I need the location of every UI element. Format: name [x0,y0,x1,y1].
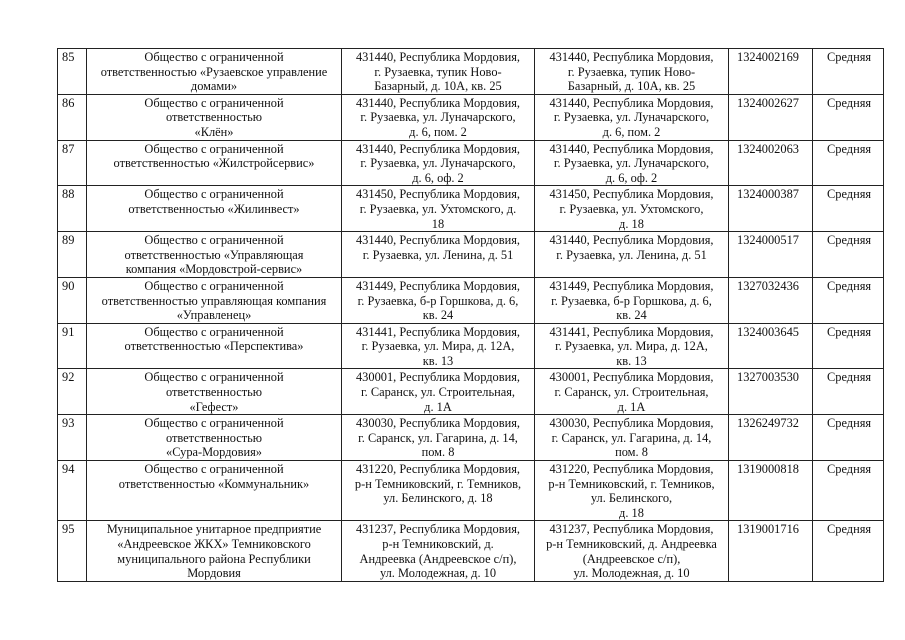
legal-address-cell-line: г. Саранск, ул. Гагарина, д. 14, [358,430,518,445]
legal-address-cell-line: г. Рузаевка, ул. Луначарского, [360,156,516,171]
actual-address-cell [535,323,729,369]
organization-name-cell-line: ответственностью «Жилстройсервис» [113,156,315,171]
organization-name-cell [87,94,342,140]
organization-name-cell-line: ответственностью «Управляющая [124,247,304,262]
inn-cell: 1324000517 [729,232,813,278]
row-number-cell: 93 [58,415,87,461]
legal-address-cell-line: Базарный, д. 10А, кв. 25 [374,79,502,94]
legal-address-cell-line: г. Рузаевка, ул. Ухтомского, д. [359,201,517,216]
organization-name-cell-line: ответственностью «Перспектива» [124,339,304,354]
row-number-cell: 92 [58,369,87,415]
organization-name-cell [87,323,342,369]
actual-address-cell-line: г. Рузаевка, б-р Горшкова, д. 6, [551,293,712,308]
legal-address-cell-line: кв. 13 [422,353,454,368]
legal-address-cell-line: 431441, Республика Мордовия, [355,324,521,339]
inn-cell: 1324002627 [729,94,813,140]
risk-category-cell: Средняя [813,461,884,521]
risk-category-cell: Средняя [813,94,884,140]
organization-name-cell [87,461,342,521]
legal-address-cell-line: ул. Белинского, д. 18 [383,491,493,506]
legal-address-cell-line: д. 6, оф. 2 [412,170,464,185]
actual-address-cell [535,415,729,461]
table-body [58,49,884,582]
organization-name-cell-line: Общество с ограниченной [144,416,284,431]
legal-address-cell-line: 431450, Республика Мордовия, [355,187,521,202]
legal-address-cell-line: р-н Темниковский, г. Темников, [354,476,522,491]
actual-address-cell-line: 431440, Республика Мордовия, [549,50,714,64]
table-row [58,186,884,232]
actual-address-cell [535,140,729,186]
legal-address-cell-line: 430001, Республика Мордовия, [355,370,521,385]
organization-name-cell [87,186,342,232]
legal-address-cell-line: 18 [431,216,445,231]
legal-address-cell-line: г. Рузаевка, ул. Луначарского, [360,110,516,125]
organization-name-cell-line: Общество с ограниченной [144,233,284,248]
legal-address-cell-line: д. 6, пом. 2 [409,124,467,139]
organization-name-cell-line: Общество с ограниченной [144,50,284,64]
actual-address-cell-line: г. Рузаевка, ул. Луначарского, [553,110,710,125]
organization-name-cell [87,277,342,323]
legal-address-cell-line: кв. 24 [422,308,454,323]
organization-name-cell-line: Общество с ограниченной [144,95,284,110]
actual-address-cell-line: г. Рузаевка, тупик Ново- [567,64,696,79]
actual-address-cell-line: 430001, Республика Мордовия, [549,370,714,385]
row-number-cell: 88 [58,186,87,232]
legal-address-cell-line: р-н Темниковский, д. [382,537,494,551]
row-number-cell: 91 [58,323,87,369]
organization-name-cell-line: Общество с ограниченной [144,370,284,385]
risk-category-cell: Средняя [813,186,884,232]
actual-address-cell-line: г. Рузаевка, ул. Ленина, д. 51 [556,247,707,262]
actual-address-cell-line: г. Рузаевка, ул. Ухтомского, [559,201,704,216]
organization-name-cell-line: «Сура-Мордовия» [166,445,262,460]
actual-address-cell-line: 431237, Республика Мордовия, [549,522,714,537]
actual-address-cell [535,369,729,415]
organization-name-cell-line: ответственностью «Рузаевское управление [100,64,328,79]
legal-address-cell [342,277,535,323]
legal-address-cell-line: д. 1А [424,399,452,414]
row-number-cell: 89 [58,232,87,278]
actual-address-cell-line: р-н Темниковский, д. Андреевка [546,537,717,551]
organization-name-cell-line: ответственностью «Коммунальник» [118,476,310,491]
organization-name-cell-line: «Андреевское ЖКХ» Темниковского [117,537,311,551]
legal-address-cell-line: г. Рузаевка, б-р Горшкова, д. 6, [357,293,519,308]
organization-name-cell [87,415,342,461]
actual-address-cell-line: 431449, Республика Мордовия, [549,278,714,293]
legal-address-cell-line: 430030, Республика Мордовия, [355,416,521,431]
row-number-cell: 94 [58,461,87,521]
table-row [58,140,884,186]
table-row [58,277,884,323]
row-number-cell: 86 [58,94,87,140]
legal-address-cell [342,461,535,521]
legal-address-cell-line: ул. Молодежная, д. 10 [379,566,497,581]
organization-name-cell-line: «Гефест» [189,399,239,414]
risk-category-cell: Средняя [813,323,884,369]
actual-address-cell-line: д. 1А [617,399,646,414]
row-number-cell: 95 [58,521,87,581]
table-row [58,323,884,369]
actual-address-cell-line: р-н Темниковский, г. Темников, [548,476,715,491]
risk-category-cell: Средняя [813,369,884,415]
actual-address-cell-line: д. 6, оф. 2 [605,170,658,185]
actual-address-cell [535,461,729,521]
actual-address-cell-line: д. 18 [619,505,644,520]
organization-name-cell [87,232,342,278]
actual-address-cell-line: ул. Молодежная, д. 10 [573,566,690,581]
table-row [58,49,884,95]
risk-category-cell: Средняя [813,521,884,581]
legal-address-cell-line: Андреевка (Андреевское с/п), [359,551,517,566]
actual-address-cell-line: 431440, Республика Мордовия, [549,95,714,110]
actual-address-cell-line: кв. 24 [616,308,647,323]
legal-address-cell [342,140,535,186]
actual-address-cell [535,186,729,232]
actual-address-cell [535,277,729,323]
organization-name-cell [87,369,342,415]
actual-address-cell-line: 431440, Республика Мордовия, [549,141,714,156]
risk-category-cell: Средняя [813,49,884,95]
row-number-cell: 85 [58,49,87,95]
legal-address-cell [342,521,535,581]
organization-name-cell-line: Общество с ограниченной [144,187,284,202]
organization-name-cell-line: Муниципальное унитарное предприятие [106,522,322,537]
legal-address-cell-line: г. Саранск, ул. Строительная, [360,385,516,400]
risk-category-cell: Средняя [813,277,884,323]
actual-address-cell [535,49,729,95]
legal-address-cell-line: 431449, Республика Мордовия, [355,278,521,293]
actual-address-cell-line: г. Саранск, ул. Гагарина, д. 14, [551,430,712,445]
legal-address-cell-line: пом. 8 [421,445,455,460]
actual-address-cell-line: 431441, Республика Мордовия, [549,324,714,339]
legal-address-cell-line: 431237, Республика Мордовия, [355,522,521,537]
actual-address-cell-line: 431450, Республика Мордовия, [549,187,714,202]
inn-cell: 1324002169 [729,49,813,95]
actual-address-cell [535,521,729,581]
legal-address-cell [342,94,535,140]
inn-cell: 1327032436 [729,277,813,323]
organizations-table [57,48,884,582]
table-row [58,415,884,461]
table-row [58,369,884,415]
row-number-cell: 87 [58,140,87,186]
actual-address-cell-line: кв. 13 [616,353,647,368]
actual-address-cell-line: д. 18 [619,216,644,231]
actual-address-cell-line: пом. 8 [615,445,648,460]
legal-address-cell [342,186,535,232]
table-row [58,232,884,278]
legal-address-cell-line: г. Рузаевка, тупик Ново- [374,64,502,79]
actual-address-cell [535,94,729,140]
risk-category-cell: Средняя [813,232,884,278]
actual-address-cell-line: ул. Белинского, [590,491,673,506]
actual-address-cell-line: г. Рузаевка, ул. Мира, д. 12А, [555,339,708,354]
legal-address-cell-line: г. Рузаевка, ул. Мира, д. 12А, [361,339,515,354]
inn-cell: 1324000387 [729,186,813,232]
organization-name-cell-line: ответственностью [165,430,263,445]
organization-name-cell-line: Общество с ограниченной [144,462,284,477]
row-number-cell: 90 [58,277,87,323]
legal-address-cell [342,415,535,461]
legal-address-cell-line: 431440, Республика Мордовия, [355,50,521,64]
actual-address-cell-line: (Андреевское с/п), [582,551,681,566]
organization-name-cell-line: ответственностью [165,385,263,400]
organization-name-cell-line: Общество с ограниченной [144,278,284,293]
actual-address-cell-line: д. 6, пом. 2 [602,124,661,139]
actual-address-cell-line: 431440, Республика Мордовия, [549,233,714,248]
inn-cell: 1324002063 [729,140,813,186]
organization-name-cell-line: Мордовия [187,566,241,581]
inn-cell: 1327003530 [729,369,813,415]
organization-name-cell-line: компания «Мордовстрой-сервис» [125,262,303,277]
organization-name-cell-line: Общество с ограниченной [144,324,284,339]
risk-category-cell: Средняя [813,140,884,186]
organization-name-cell [87,49,342,95]
actual-address-cell [535,232,729,278]
legal-address-cell-line: 431440, Республика Мордовия, [355,233,521,248]
legal-address-cell-line: г. Рузаевка, ул. Ленина, д. 51 [362,247,514,262]
legal-address-cell-line: 431440, Республика Мордовия, [355,95,521,110]
actual-address-cell-line: 431220, Республика Мордовия, [549,462,714,477]
organization-name-cell-line: ответственностью управляющая компания [101,293,327,308]
actual-address-cell-line: г. Саранск, ул. Строительная, [554,385,709,400]
organization-name-cell-line: муниципального района Республики [117,551,311,566]
inn-cell: 1319000818 [729,461,813,521]
inn-cell: 1324003645 [729,323,813,369]
actual-address-cell-line: Базарный, д. 10А, кв. 25 [567,79,696,94]
legal-address-cell-line: 431440, Республика Мордовия, [355,141,521,156]
legal-address-cell [342,49,535,95]
organization-name-cell-line: ответственностью «Жилинвест» [128,201,300,216]
actual-address-cell-line: 430030, Республика Мордовия, [549,416,714,431]
organization-name-cell [87,140,342,186]
organization-name-cell-line: домами» [190,79,238,94]
organization-name-cell [87,521,342,581]
legal-address-cell-line: 431220, Республика Мордовия, [355,462,521,477]
organization-name-cell-line: «Управленец» [176,308,252,323]
table-row [58,94,884,140]
organization-name-cell-line: ответственностью [165,110,263,125]
actual-address-cell-line: г. Рузаевка, ул. Луначарского, [553,156,710,171]
legal-address-cell [342,232,535,278]
organization-name-cell-line: «Клён» [194,124,234,139]
table-row [58,521,884,581]
inn-cell: 1319001716 [729,521,813,581]
risk-category-cell: Средняя [813,415,884,461]
table-row [58,461,884,521]
legal-address-cell [342,323,535,369]
legal-address-cell [342,369,535,415]
inn-cell: 1326249732 [729,415,813,461]
organization-name-cell-line: Общество с ограниченной [144,141,284,156]
